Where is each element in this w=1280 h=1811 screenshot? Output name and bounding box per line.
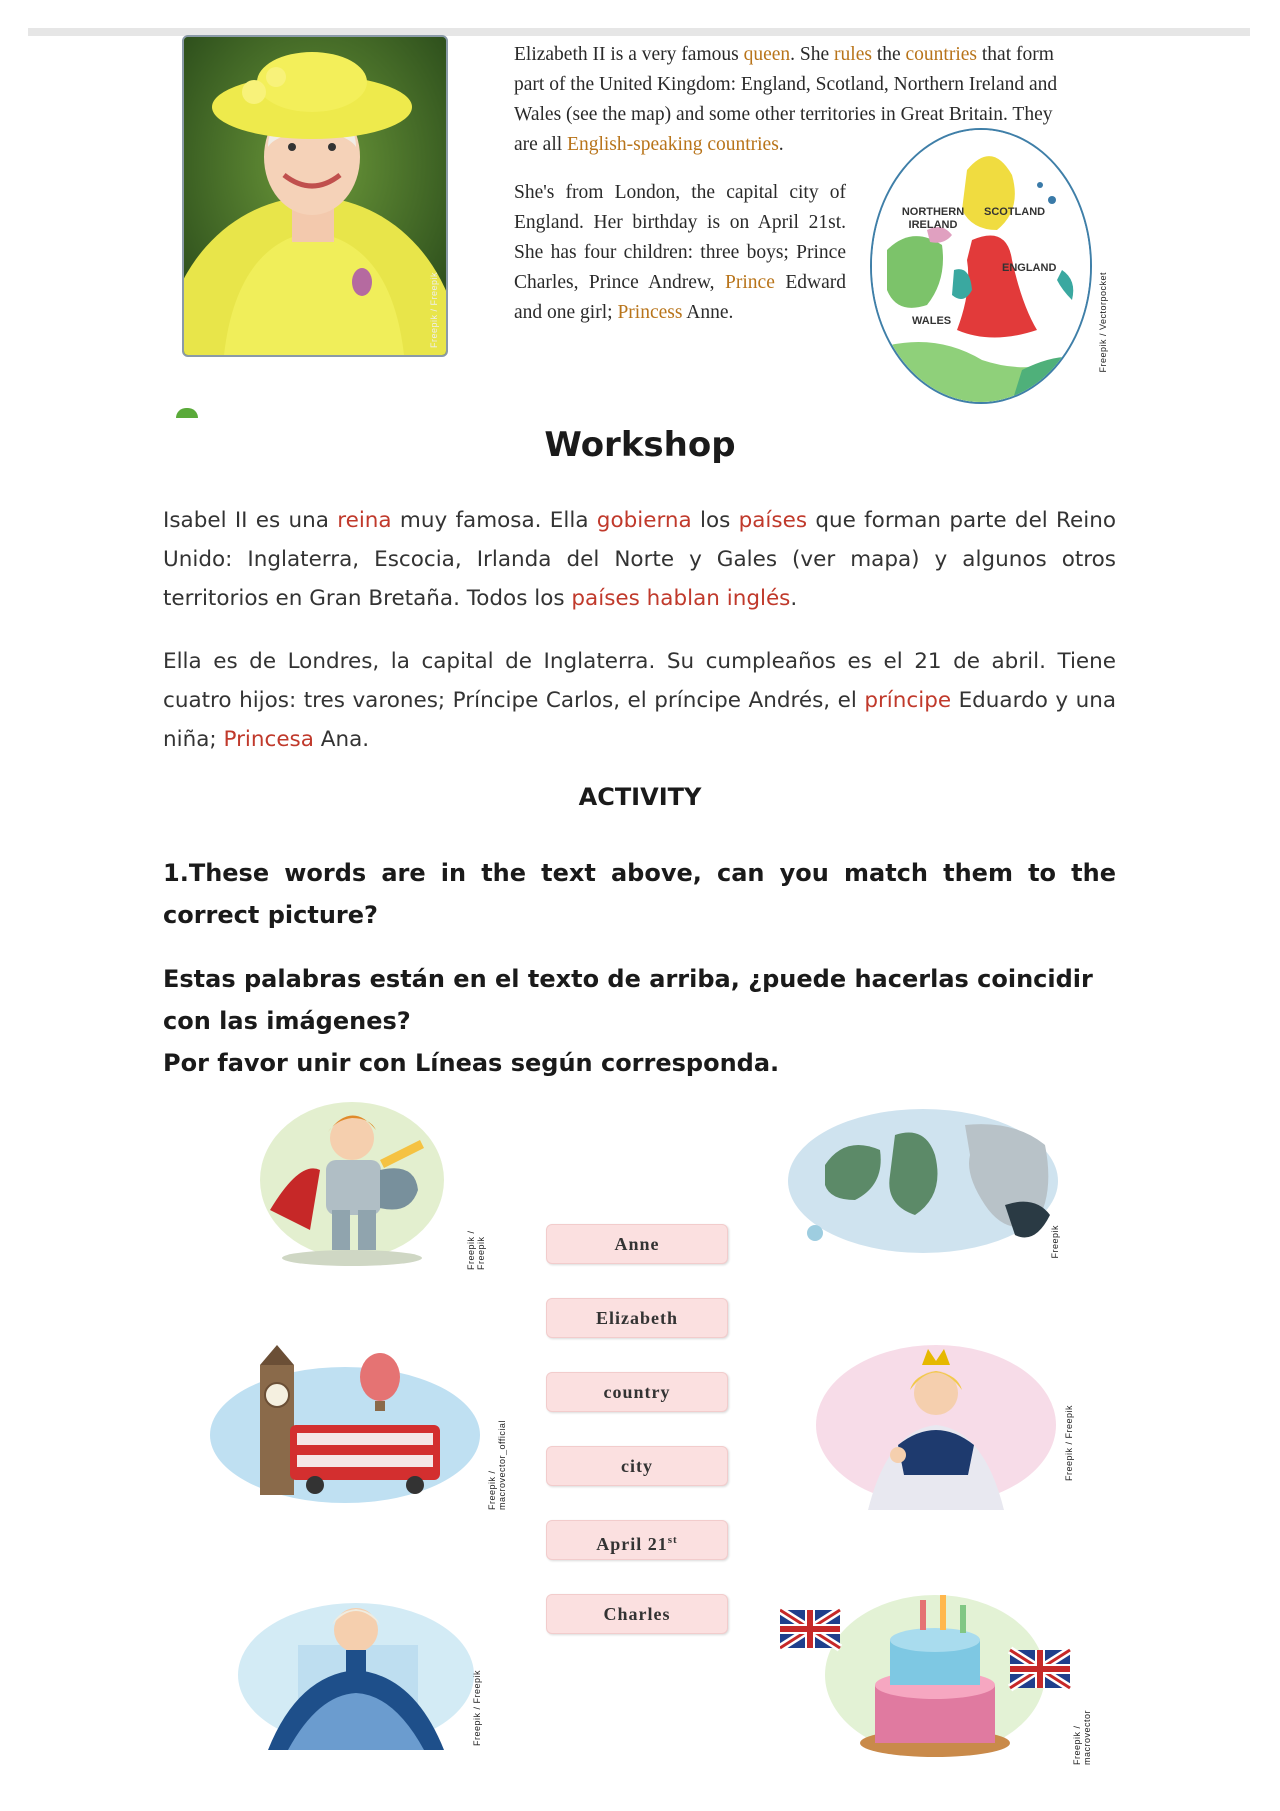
word-elizabeth[interactable]: Elizabeth bbox=[546, 1298, 728, 1338]
prince-picture[interactable] bbox=[240, 1100, 486, 1270]
text-segment: los bbox=[691, 508, 739, 533]
question-english: 1.These words are in the text above, can you match them to the correct picture? bbox=[163, 859, 1116, 929]
princess-anne-picture[interactable] bbox=[228, 1575, 488, 1755]
text-segment: . She bbox=[790, 44, 835, 65]
queen-elizabeth-photo bbox=[182, 35, 448, 357]
text-segment: Edward and one girl; bbox=[514, 272, 846, 323]
queen-cartoon-picture[interactable] bbox=[808, 1335, 1088, 1515]
prince-credit: Freepik / Freepik bbox=[466, 1230, 486, 1270]
map-label-northern-ireland: NORTHERN IRELAND bbox=[901, 206, 965, 231]
text-segment: Ana. bbox=[313, 727, 370, 752]
cake-credit: Freepik / macrovector bbox=[1072, 1709, 1092, 1765]
workshop-title: Workshop bbox=[544, 425, 736, 465]
highlighted-word: países bbox=[738, 508, 808, 533]
text-segment: Anne. bbox=[682, 302, 734, 323]
text-segment: . bbox=[790, 586, 798, 611]
highlighted-word: English-speaking countries bbox=[567, 134, 779, 155]
word-april-suffix: st bbox=[667, 1534, 678, 1546]
uk-map bbox=[870, 128, 1092, 404]
highlighted-word: reina bbox=[337, 508, 392, 533]
highlighted-word: Princess bbox=[617, 302, 683, 323]
question-spanish bbox=[163, 958, 1116, 1084]
text-segment: muy famosa. Ella bbox=[391, 508, 597, 533]
highlighted-word: príncipe bbox=[864, 688, 952, 713]
word-anne[interactable]: Anne bbox=[546, 1224, 728, 1264]
map-label-england: ENGLAND bbox=[1002, 262, 1057, 274]
europe-credit: Freepik bbox=[1050, 1225, 1060, 1259]
question-spanish-line2: Por favor unir con Líneas según corresponda. bbox=[163, 1049, 780, 1077]
highlighted-word: Princesa bbox=[223, 727, 314, 752]
decorative-mark bbox=[176, 408, 198, 418]
map-credit: Freepik / Vectorpocket bbox=[1098, 272, 1108, 373]
text-segment: . bbox=[778, 134, 784, 155]
word-charles[interactable]: Charles bbox=[546, 1594, 728, 1634]
word-april-text: April 21 bbox=[596, 1534, 668, 1554]
text-segment: the bbox=[871, 44, 906, 65]
anne-credit: Freepik / Freepik bbox=[472, 1670, 482, 1747]
text-segment: She's from London, the capital city of England. Her birthday is on April 21st. She has four children: three boys; Prince Charles, Prince Andrew, bbox=[514, 182, 846, 293]
highlighted-word: queen bbox=[743, 44, 791, 65]
activity-title: ACTIVITY bbox=[578, 783, 702, 811]
word-city[interactable]: city bbox=[546, 1446, 728, 1486]
london-city-picture[interactable] bbox=[205, 1345, 505, 1510]
birthday-cake-picture[interactable] bbox=[780, 1565, 1090, 1765]
map-label-wales: WALES bbox=[912, 315, 952, 327]
word-april-21st[interactable] bbox=[546, 1520, 728, 1560]
london-credit: Freepik / macrovector_official bbox=[487, 1420, 507, 1510]
text-segment: Isabel II es una bbox=[163, 508, 338, 533]
text-segment: Elizabeth II is a very famous bbox=[514, 44, 744, 65]
highlighted-word: countries bbox=[905, 44, 977, 65]
question-spanish-line1: Estas palabras están en el texto de arriba, ¿puede hacerlas coincidir con las imágenes? bbox=[163, 965, 1093, 1035]
princess-credit: Freepik / Freepik bbox=[1064, 1405, 1074, 1482]
intro-paragraph-2 bbox=[514, 178, 846, 328]
map-label-scotland: SCOTLAND bbox=[984, 206, 1046, 218]
workshop-paragraph-1 bbox=[163, 501, 1116, 618]
workshop-paragraph-2 bbox=[163, 642, 1116, 759]
photo-credit: Freepik / Freepik bbox=[429, 272, 439, 349]
highlighted-word: gobierna bbox=[596, 508, 692, 533]
europe-map-picture[interactable] bbox=[785, 1105, 1085, 1265]
text-segment: Ella es de Londres, la capital de Inglaterra. Su cumpleaños es el 21 de abril. Tiene cuatro hijos: tres varones; Príncipe Carlos, el príncipe Andrés, el bbox=[163, 649, 1116, 713]
highlighted-word: rules bbox=[834, 44, 872, 65]
word-country[interactable]: country bbox=[546, 1372, 728, 1412]
highlighted-word: países hablan inglés bbox=[571, 586, 791, 611]
text-segment: que forman parte del Reino Unido: Inglaterra, Escocia, Irlanda del Norte y Gales (ver mapa) y algunos otros territorios en Gran Bretaña. Todos los bbox=[163, 508, 1117, 611]
text-segment: Eduardo y una niña; bbox=[163, 688, 1117, 752]
highlighted-word: Prince bbox=[725, 272, 775, 293]
text-segment: that form part of the United Kingdom: England, Scotland, Northern Ireland and Wales (see the map) and some other territories in Great Britain. They are all bbox=[514, 44, 1058, 155]
